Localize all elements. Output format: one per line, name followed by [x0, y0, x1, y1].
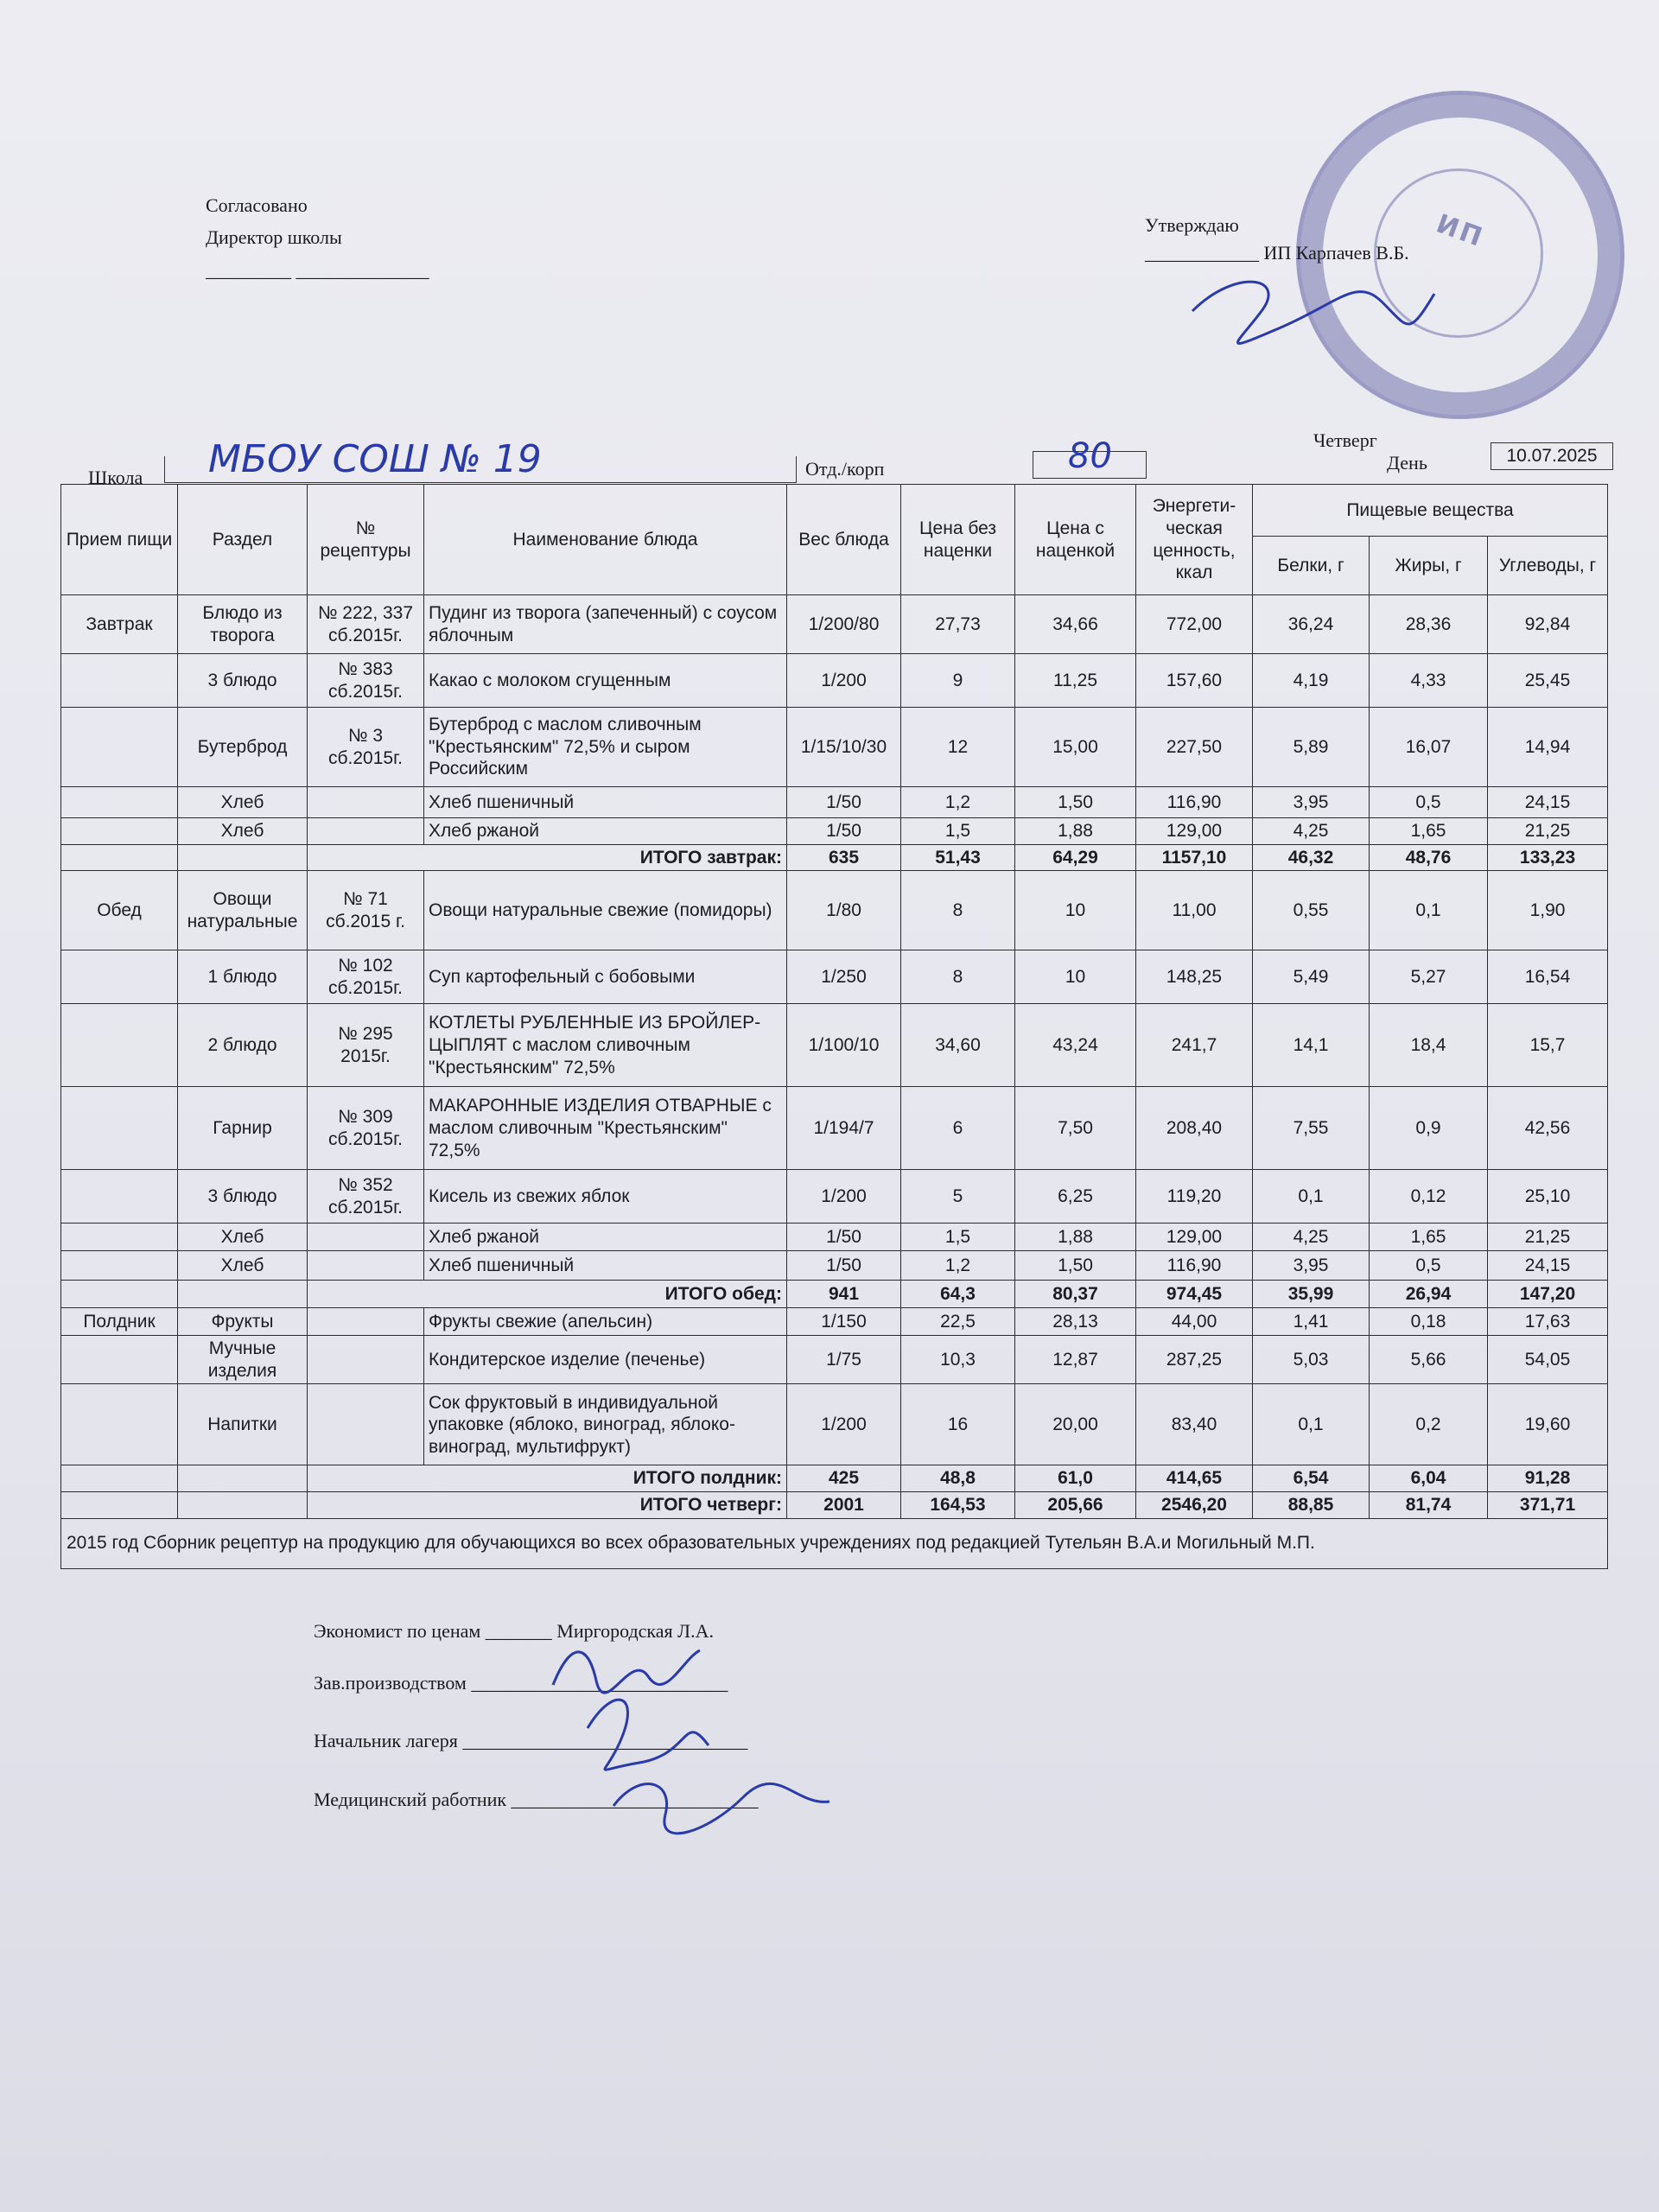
dish-cell: Хлеб ржаной [424, 818, 787, 845]
carbs-cell: 15,7 [1488, 1004, 1608, 1087]
fat-cell: 1,65 [1370, 1224, 1488, 1251]
energy-cell: 116,90 [1136, 1251, 1253, 1281]
protein-cell: 0,1 [1253, 1170, 1370, 1224]
protein-cell: 88,85 [1253, 1492, 1370, 1519]
table-row [61, 654, 1608, 708]
recipe-cell: № 295 2015г. [308, 1004, 424, 1087]
camp-line: Начальник лагеря ______________________________ [314, 1730, 748, 1751]
col-energy: Энергети-ческая ценность, ккал [1136, 485, 1253, 595]
protein-cell: 4,19 [1253, 654, 1370, 708]
meal-cell [61, 1384, 178, 1465]
weight-cell: 1/250 [787, 950, 901, 1004]
protein-cell: 4,25 [1253, 818, 1370, 845]
meal-cell [61, 1224, 178, 1251]
footnote: 2015 год Сборник рецептур на продукцию для обучающихся во всех образовательных учреждениях под редакцией Тутельян В.А.и Могильный М.П. [61, 1518, 1608, 1568]
weight-cell: 1/15/10/30 [787, 708, 901, 787]
dish-cell: Овощи натуральные свежие (помидоры) [424, 871, 787, 950]
price-base-cell: 6 [901, 1087, 1015, 1170]
price-markup-cell: 80,37 [1015, 1281, 1136, 1308]
price-base-cell: 8 [901, 871, 1015, 950]
school-field [164, 437, 797, 483]
dish-cell: Хлеб пшеничный [424, 1251, 787, 1281]
protein-cell: 5,03 [1253, 1336, 1370, 1384]
section-cell: Хлеб [178, 787, 308, 818]
energy-cell: 116,90 [1136, 787, 1253, 818]
total-row [61, 1465, 1608, 1492]
carbs-cell: 54,05 [1488, 1336, 1608, 1384]
price-markup-cell: 10 [1015, 871, 1136, 950]
price-markup-cell: 1,88 [1015, 1224, 1136, 1251]
carbs-cell: 16,54 [1488, 950, 1608, 1004]
price-base-cell: 5 [901, 1170, 1015, 1224]
meal-cell [61, 1004, 178, 1087]
price-base-cell: 34,60 [901, 1004, 1015, 1087]
price-markup-cell: 1,50 [1015, 787, 1136, 818]
protein-cell: 0,1 [1253, 1384, 1370, 1465]
table-row [61, 1308, 1608, 1336]
fat-cell: 0,2 [1370, 1384, 1488, 1465]
carbs-cell: 25,10 [1488, 1170, 1608, 1224]
carbs-cell: 21,25 [1488, 818, 1608, 845]
col-price-base: Цена без наценки [901, 485, 1015, 595]
protein-cell: 7,55 [1253, 1087, 1370, 1170]
protein-cell: 4,25 [1253, 1224, 1370, 1251]
recipe-cell: № 352 сб.2015г. [308, 1170, 424, 1224]
col-weight: Вес блюда [787, 485, 901, 595]
fat-cell: 0,9 [1370, 1087, 1488, 1170]
table-row [61, 708, 1608, 787]
dish-cell: Какао с молоком сгущенным [424, 654, 787, 708]
price-markup-cell: 10 [1015, 950, 1136, 1004]
section-cell: Блюдо из творога [178, 595, 308, 654]
energy-cell: 119,20 [1136, 1170, 1253, 1224]
price-base-cell: 1,5 [901, 818, 1015, 845]
protein-cell: 1,41 [1253, 1308, 1370, 1336]
fat-cell: 26,94 [1370, 1281, 1488, 1308]
price-markup-cell: 205,66 [1015, 1492, 1136, 1519]
section-cell: Мучные изделия [178, 1336, 308, 1384]
energy-cell: 157,60 [1136, 654, 1253, 708]
fat-cell: 81,74 [1370, 1492, 1488, 1519]
fat-cell: 48,76 [1370, 844, 1488, 871]
dept-value: 80 [1068, 436, 1112, 476]
director-signature-line: _________ ______________ [206, 259, 429, 281]
weight-cell: 1/80 [787, 871, 901, 950]
empty-cell [61, 844, 178, 871]
weight-cell: 1/100/10 [787, 1004, 901, 1087]
protein-cell: 46,32 [1253, 844, 1370, 871]
total-label: ИТОГО четверг: [308, 1492, 787, 1519]
carbs-cell: 19,60 [1488, 1384, 1608, 1465]
price-markup-cell: 61,0 [1015, 1465, 1136, 1492]
price-markup-cell: 43,24 [1015, 1004, 1136, 1087]
carbs-cell: 1,90 [1488, 871, 1608, 950]
weight-cell: 2001 [787, 1492, 901, 1519]
price-base-cell: 9 [901, 654, 1015, 708]
seal-stamp-text: ИП [1432, 208, 1489, 254]
fat-cell: 18,4 [1370, 1004, 1488, 1087]
recipe-cell: № 71 сб.2015 г. [308, 871, 424, 950]
energy-cell: 208,40 [1136, 1087, 1253, 1170]
weight-cell: 1/200 [787, 1384, 901, 1465]
empty-cell [61, 1465, 178, 1492]
fat-cell: 0,1 [1370, 871, 1488, 950]
weight-cell: 1/75 [787, 1336, 901, 1384]
dish-cell: КОТЛЕТЫ РУБЛЕННЫЕ ИЗ БРОЙЛЕР-ЦЫПЛЯТ с маслом сливочным "Крестьянским" 72,5% [424, 1004, 787, 1087]
empty-cell [178, 1492, 308, 1519]
protein-cell: 14,1 [1253, 1004, 1370, 1087]
protein-cell: 35,99 [1253, 1281, 1370, 1308]
carbs-cell: 91,28 [1488, 1465, 1608, 1492]
school-value: МБОУ СОШ № 19 [208, 437, 542, 481]
price-base-cell: 1,2 [901, 787, 1015, 818]
table-row [61, 1384, 1608, 1465]
economist-line: Экономист по ценам _______ Миргородская Л.А. [314, 1620, 714, 1642]
fat-cell: 6,04 [1370, 1465, 1488, 1492]
col-recipe: № рецептуры [308, 485, 424, 595]
table-row [61, 1004, 1608, 1087]
approver-line: ____________ ИП Карпачев В.Б. [1145, 242, 1409, 264]
weight-cell: 1/194/7 [787, 1087, 901, 1170]
weekday-label: Четверг [1313, 429, 1377, 451]
fat-cell: 0,5 [1370, 787, 1488, 818]
empty-cell [61, 1492, 178, 1519]
protein-cell: 3,95 [1253, 1251, 1370, 1281]
weight-cell: 1/150 [787, 1308, 901, 1336]
weight-cell: 635 [787, 844, 901, 871]
dish-cell: Сок фруктовый в индивидуальной упаковке (яблоко, виноград, яблоко-виноград, мультифрукт) [424, 1384, 787, 1465]
col-price-markup: Цена с наценкой [1015, 485, 1136, 595]
table-row [61, 818, 1608, 845]
carbs-cell: 147,20 [1488, 1281, 1608, 1308]
price-markup-cell: 6,25 [1015, 1170, 1136, 1224]
dish-cell: Кисель из свежих яблок [424, 1170, 787, 1224]
meal-cell [61, 1336, 178, 1384]
recipe-cell [308, 1308, 424, 1336]
recipe-cell [308, 1224, 424, 1251]
total-label: ИТОГО завтрак: [308, 844, 787, 871]
recipe-cell: № 383 сб.2015г. [308, 654, 424, 708]
meal-cell: Полдник [61, 1308, 178, 1336]
table-row [61, 950, 1608, 1004]
col-section: Раздел [178, 485, 308, 595]
empty-cell [178, 1281, 308, 1308]
weight-cell: 1/50 [787, 1224, 901, 1251]
school-label: Школа [88, 467, 143, 488]
energy-cell: 414,65 [1136, 1465, 1253, 1492]
price-base-cell: 8 [901, 950, 1015, 1004]
meal-cell [61, 787, 178, 818]
dish-cell: Бутерброд с маслом сливочным "Крестьянским" 72,5% и сыром Российским [424, 708, 787, 787]
fat-cell: 1,65 [1370, 818, 1488, 845]
table-row [61, 871, 1608, 950]
dish-cell: Хлеб ржаной [424, 1224, 787, 1251]
weight-cell: 1/200/80 [787, 595, 901, 654]
price-markup-cell: 34,66 [1015, 595, 1136, 654]
price-base-cell: 27,73 [901, 595, 1015, 654]
meal-cell: Завтрак [61, 595, 178, 654]
fat-cell: 0,5 [1370, 1251, 1488, 1281]
price-markup-cell: 15,00 [1015, 708, 1136, 787]
price-markup-cell: 28,13 [1015, 1308, 1136, 1336]
price-base-cell: 1,2 [901, 1251, 1015, 1281]
carbs-cell: 24,15 [1488, 1251, 1608, 1281]
dish-cell: Пудинг из творога (запеченный) с соусом яблочным [424, 595, 787, 654]
price-base-cell: 164,53 [901, 1492, 1015, 1519]
total-label: ИТОГО полдник: [308, 1465, 787, 1492]
recipe-cell: № 222, 337 сб.2015г. [308, 595, 424, 654]
weight-cell: 1/50 [787, 787, 901, 818]
table-row [61, 1336, 1608, 1384]
recipe-cell [308, 1251, 424, 1281]
day-label: День [1387, 452, 1427, 474]
recipe-cell: № 309 сб.2015г. [308, 1087, 424, 1170]
meal-cell [61, 1087, 178, 1170]
empty-cell [178, 844, 308, 871]
price-markup-cell: 64,29 [1015, 844, 1136, 871]
table-row [61, 1087, 1608, 1170]
price-markup-cell: 12,87 [1015, 1336, 1136, 1384]
protein-cell: 0,55 [1253, 871, 1370, 950]
fat-cell: 28,36 [1370, 595, 1488, 654]
section-cell: Гарнир [178, 1087, 308, 1170]
col-nutrients: Пищевые вещества [1253, 485, 1608, 537]
section-cell: Бутерброд [178, 708, 308, 787]
price-markup-cell: 20,00 [1015, 1384, 1136, 1465]
protein-cell: 6,54 [1253, 1465, 1370, 1492]
recipe-cell [308, 1384, 424, 1465]
carbs-cell: 17,63 [1488, 1308, 1608, 1336]
table-row [61, 1224, 1608, 1251]
dish-cell: Кондитерское изделие (печенье) [424, 1336, 787, 1384]
price-markup-cell: 1,88 [1015, 818, 1136, 845]
section-cell: Овощи натуральные [178, 871, 308, 950]
price-base-cell: 51,43 [901, 844, 1015, 871]
recipe-cell: № 102 сб.2015г. [308, 950, 424, 1004]
approved-label: Согласовано [206, 194, 308, 216]
fat-cell: 5,66 [1370, 1336, 1488, 1384]
section-cell: Напитки [178, 1384, 308, 1465]
dish-cell: Фрукты свежие (апельсин) [424, 1308, 787, 1336]
production-line: Зав.производством ___________________________ [314, 1672, 728, 1694]
recipe-cell [308, 1336, 424, 1384]
dept-field [1033, 436, 1147, 479]
section-cell: 3 блюдо [178, 654, 308, 708]
carbs-cell: 371,71 [1488, 1492, 1608, 1519]
meal-cell [61, 818, 178, 845]
meal-cell [61, 1251, 178, 1281]
handwritten-signatures [536, 1633, 847, 1858]
price-base-cell: 22,5 [901, 1308, 1015, 1336]
medic-line: Медицинский работник __________________________ [314, 1789, 759, 1810]
col-carbs: Углеводы, г [1488, 537, 1608, 595]
weight-cell: 425 [787, 1465, 901, 1492]
fat-cell: 5,27 [1370, 950, 1488, 1004]
meal-cell [61, 654, 178, 708]
protein-cell: 36,24 [1253, 595, 1370, 654]
total-label: ИТОГО обед: [308, 1281, 787, 1308]
table-row [61, 1251, 1608, 1281]
weight-cell: 1/200 [787, 1170, 901, 1224]
energy-cell: 83,40 [1136, 1384, 1253, 1465]
empty-cell [61, 1281, 178, 1308]
col-meal: Прием пищи [61, 485, 178, 595]
recipe-cell [308, 818, 424, 845]
energy-cell: 148,25 [1136, 950, 1253, 1004]
energy-cell: 974,45 [1136, 1281, 1253, 1308]
energy-cell: 44,00 [1136, 1308, 1253, 1336]
price-base-cell: 64,3 [901, 1281, 1015, 1308]
recipe-cell: № 3 сб.2015г. [308, 708, 424, 787]
col-protein: Белки, г [1253, 537, 1370, 595]
energy-cell: 129,00 [1136, 1224, 1253, 1251]
energy-cell: 1157,10 [1136, 844, 1253, 871]
energy-cell: 241,7 [1136, 1004, 1253, 1087]
energy-cell: 11,00 [1136, 871, 1253, 950]
protein-cell: 3,95 [1253, 787, 1370, 818]
energy-cell: 129,00 [1136, 818, 1253, 845]
table-row [61, 787, 1608, 818]
total-row [61, 844, 1608, 871]
fat-cell: 0,18 [1370, 1308, 1488, 1336]
section-cell: Фрукты [178, 1308, 308, 1336]
weight-cell: 1/200 [787, 654, 901, 708]
price-base-cell: 1,5 [901, 1224, 1015, 1251]
meal-cell [61, 708, 178, 787]
weight-cell: 941 [787, 1281, 901, 1308]
price-base-cell: 10,3 [901, 1336, 1015, 1384]
section-cell: Хлеб [178, 1251, 308, 1281]
table-row [61, 595, 1608, 654]
meal-cell [61, 1170, 178, 1224]
carbs-cell: 92,84 [1488, 595, 1608, 654]
price-markup-cell: 7,50 [1015, 1087, 1136, 1170]
col-fat: Жиры, г [1370, 537, 1488, 595]
table-row [61, 1170, 1608, 1224]
approver-signature [1184, 259, 1443, 363]
carbs-cell: 14,94 [1488, 708, 1608, 787]
carbs-cell: 42,56 [1488, 1087, 1608, 1170]
price-base-cell: 48,8 [901, 1465, 1015, 1492]
approve-label: Утверждаю [1145, 214, 1239, 236]
price-base-cell: 16 [901, 1384, 1015, 1465]
section-cell: 1 блюдо [178, 950, 308, 1004]
energy-cell: 287,25 [1136, 1336, 1253, 1384]
meal-cell [61, 950, 178, 1004]
fat-cell: 0,12 [1370, 1170, 1488, 1224]
section-cell: Хлеб [178, 818, 308, 845]
date-field: 10.07.2025 [1491, 442, 1613, 470]
section-cell: 3 блюдо [178, 1170, 308, 1224]
fat-cell: 4,33 [1370, 654, 1488, 708]
empty-cell [178, 1465, 308, 1492]
carbs-cell: 24,15 [1488, 787, 1608, 818]
price-markup-cell: 11,25 [1015, 654, 1136, 708]
protein-cell: 5,49 [1253, 950, 1370, 1004]
dept-label: Отд./корп [805, 458, 885, 480]
menu-table [60, 484, 1608, 1569]
energy-cell: 2546,20 [1136, 1492, 1253, 1519]
weight-cell: 1/50 [787, 1251, 901, 1281]
total-row [61, 1281, 1608, 1308]
total-row [61, 1492, 1608, 1519]
price-base-cell: 12 [901, 708, 1015, 787]
dish-cell: Суп картофельный с бобовыми [424, 950, 787, 1004]
fat-cell: 16,07 [1370, 708, 1488, 787]
carbs-cell: 25,45 [1488, 654, 1608, 708]
col-dish: Наименование блюда [424, 485, 787, 595]
dish-cell: Хлеб пшеничный [424, 787, 787, 818]
section-cell: Хлеб [178, 1224, 308, 1251]
weight-cell: 1/50 [787, 818, 901, 845]
carbs-cell: 133,23 [1488, 844, 1608, 871]
recipe-cell [308, 787, 424, 818]
energy-cell: 227,50 [1136, 708, 1253, 787]
carbs-cell: 21,25 [1488, 1224, 1608, 1251]
price-markup-cell: 1,50 [1015, 1251, 1136, 1281]
section-cell: 2 блюдо [178, 1004, 308, 1087]
dish-cell: МАКАРОННЫЕ ИЗДЕЛИЯ ОТВАРНЫЕ с маслом сливочным "Крестьянским" 72,5% [424, 1087, 787, 1170]
director-label: Директор школы [206, 226, 342, 248]
meal-cell: Обед [61, 871, 178, 950]
energy-cell: 772,00 [1136, 595, 1253, 654]
protein-cell: 5,89 [1253, 708, 1370, 787]
